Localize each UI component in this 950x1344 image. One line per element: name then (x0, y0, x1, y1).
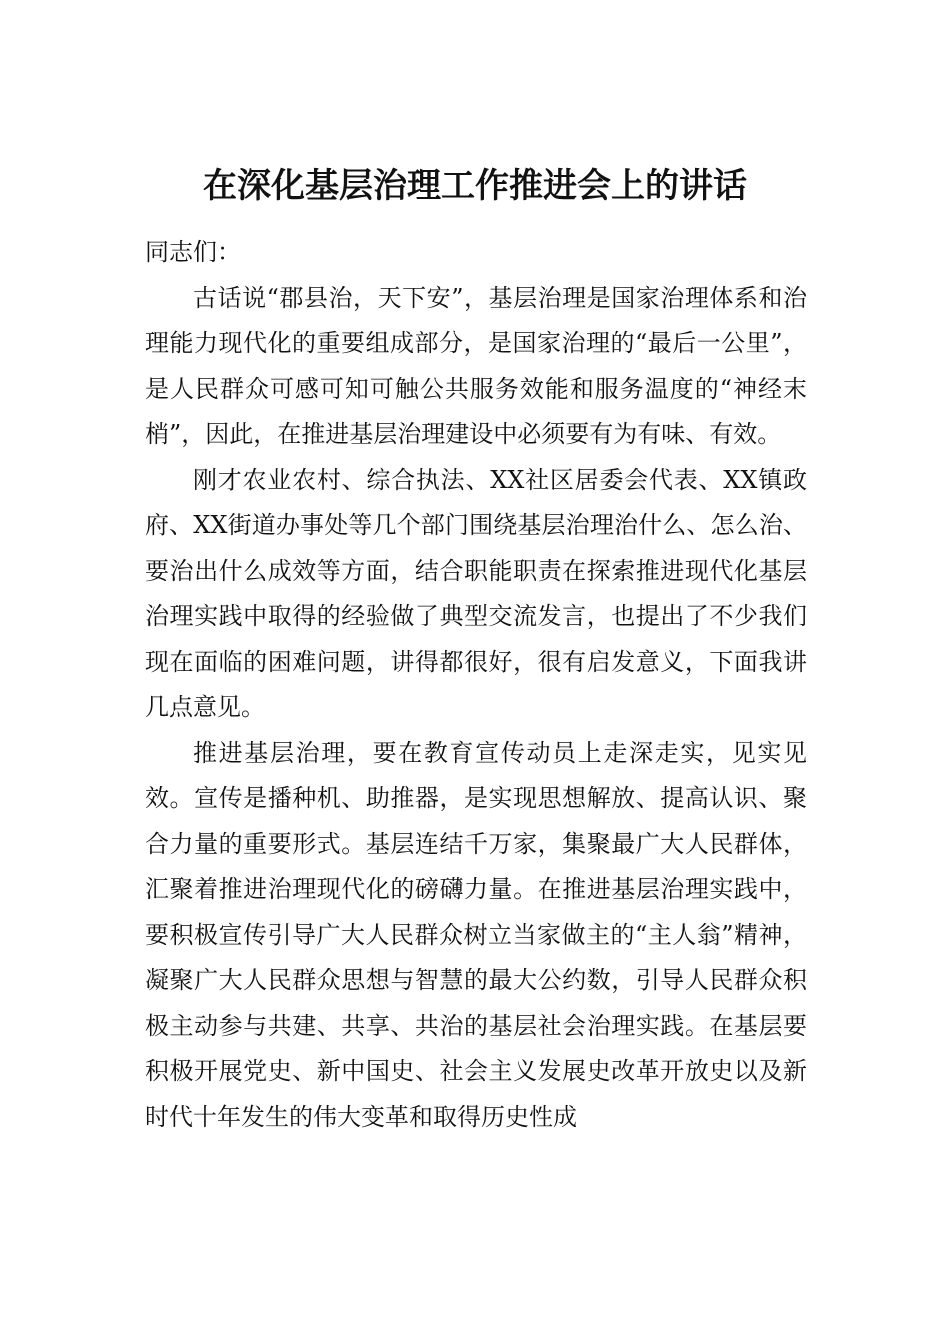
paragraph-2: 刚才农业农村、综合执法、XX社区居委会代表、XX镇政府、XX街道办事处等几个部门围绕基层治理治什么、怎么治、要治出什么成效等方面，结合职能职责在探索推进现代化基层治理实践中取得的经验做了典型交流发言，也提出了不少我们现在面临的困难问题，讲得都很好，很有启发意义，下面我讲几点意见。 (145, 465, 807, 721)
document-body (145, 230, 807, 1140)
paragraph-1: 古话说“郡县治，天下安”，基层治理是国家治理体系和治理能力现代化的重要组成部分，是国家治理的“最后一公里”，是人民群众可感可知可触公共服务效能和服务温度的“神经末梢”，因此，在推进基层治理建设中必须要有为有味、有效。 (145, 283, 807, 448)
paragraph-3: 推进基层治理，要在教育宣传动员上走深走实，见实见效。宣传是播种机、助推器，是实现思想解放、提高认识、聚合力量的重要形式。基层连结千万家，集聚最广大人民群体，汇聚着推进治理现代化的磅礴力量。在推进基层治理实践中，要积极宣传引导广大人民群众树立当家做主的“主人翁”精神，凝聚广大人民群众思想与智慧的最大公约数，引导人民群众积极主动参与共建、共享、共治的基层社会治理实践。在基层要积极开展党史、新中国史、社会主义发展史改革开放史以及新时代十年发生的伟大变革和取得历史性成 (145, 738, 807, 1131)
document-title: 在深化基层治理工作推进会上的讲话 (203, 166, 747, 206)
salutation: 同志们： (145, 238, 241, 266)
